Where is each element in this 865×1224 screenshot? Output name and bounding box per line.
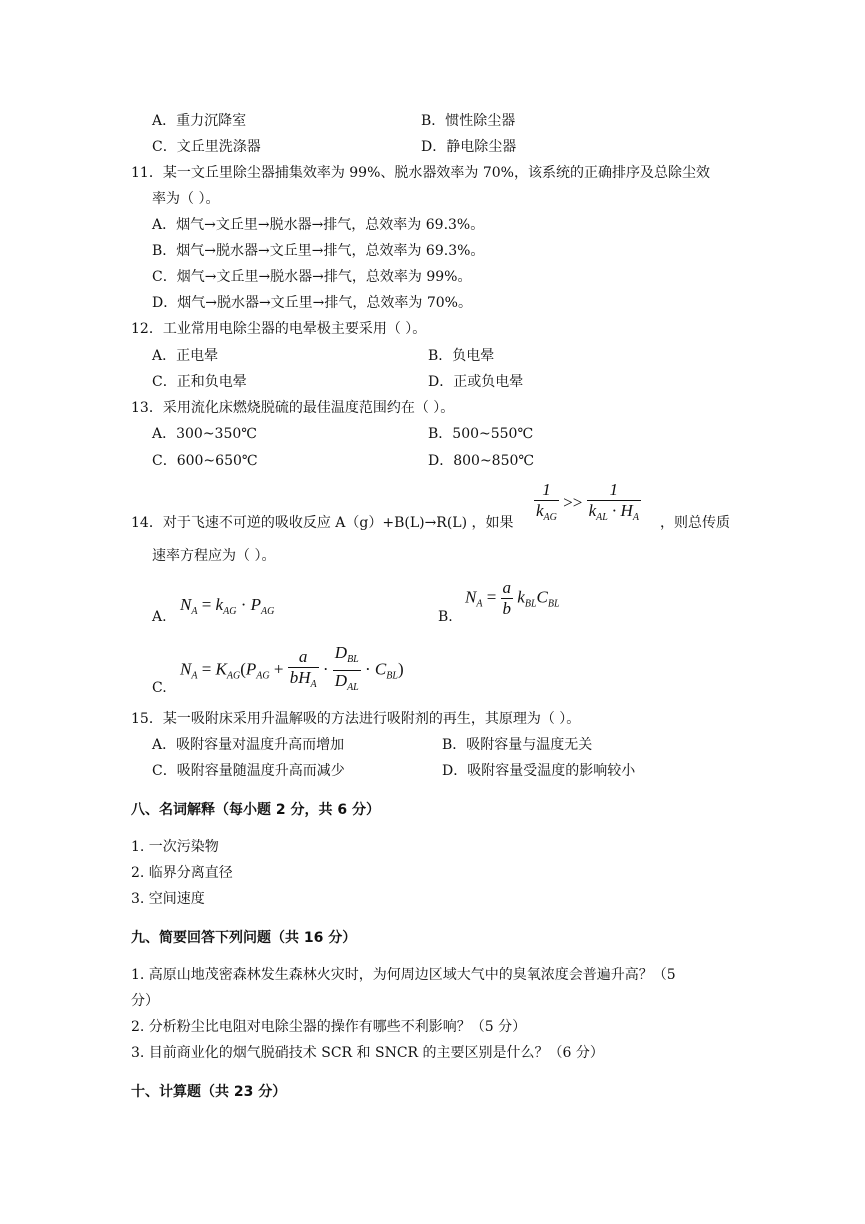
q11-option-d: D．烟气→脱水器→文丘里→排气，总效率为 70%。 (152, 295, 472, 311)
q11-option-a: A．烟气→文丘里→脱水器→排气，总效率为 69.3%。 (152, 217, 485, 233)
section9-q1-line2: 分） (131, 993, 159, 1009)
q14-stem-line1: 14．对于飞速不可逆的吸收反应 A（g）+B(L)→R(L) ，如果 (131, 515, 514, 531)
section9-q1-line1: 1. 高原山地茂密森林发生森林火灾时，为何周边区域大气中的臭氧浓度会普遍升高？（5 (131, 967, 676, 983)
q11-stem-line1: 11．某一文丘里除尘器捕集效率为 99%、脱水器效率为 70%，该系统的正确排序及总除尘效 (131, 165, 710, 181)
q12-option-a: A．正电晕 (152, 348, 219, 364)
q15-option-c: C．吸附容量随温度升高而减少 (152, 763, 345, 779)
q13-option-a: A．300~350℃ (152, 426, 257, 442)
q13-option-b: B．500~550℃ (428, 426, 534, 442)
q15-option-d: D．吸附容量受温度的影响较小 (442, 763, 636, 779)
section9-q3: 3. 目前商业化的烟气脱硝技术 SCR 和 SNCR 的主要区别是什么？（6 分） (131, 1045, 604, 1061)
q13-stem: 13．采用流化床燃烧脱硫的最佳温度范围约在（ ）。 (131, 400, 455, 416)
section10-title: 十、计算题（共 23 分） (131, 1084, 287, 1100)
q12-stem: 12．工业常用电除尘器的电晕极主要采用（ ）。 (131, 321, 427, 337)
q14-option-a-formula: $N_A = k_{AG} \cdot P_{AG}$ (180, 595, 275, 617)
q14-option-b-label: B. (438, 609, 453, 625)
q10-option-a: A．重力沉降室 (152, 113, 247, 129)
section8-item-3: 3. 空间速度 (131, 891, 205, 907)
q11-stem-line2: 率为（ ）。 (152, 191, 220, 207)
q13-option-d: D．800~850℃ (428, 453, 535, 469)
q14-option-a-label: A. (152, 609, 167, 625)
section9-title: 九、简要回答下列问题（共 16 分） (131, 930, 357, 946)
q10-option-b: B．惯性除尘器 (421, 113, 516, 129)
q15-stem: 15．某一吸附床采用升温解吸的方法进行吸附剂的再生，其原理为（ ）。 (131, 711, 581, 727)
section8-item-2: 2. 临界分离直径 (131, 865, 233, 881)
q11-option-c: C．烟气→文丘里→脱水器→排气，总效率为 99%。 (152, 269, 472, 285)
q11-option-b: B．烟气→脱水器→文丘里→排气，总效率为 69.3%。 (152, 243, 485, 259)
q14-option-c-label: C. (152, 680, 167, 696)
q10-option-d: D．静电除尘器 (421, 139, 517, 155)
q14-option-c-formula: $N_A = K_{AG}(P_{AG}$ + $\frac{a}{bH_A}$ · $\frac{D_{BL}}{D_{AL}}$ · $C_{BL}$) (180, 643, 404, 693)
q14-stem-line2: 速率方程应为（ ）。 (152, 548, 276, 564)
section8-title: 八、名词解释（每小题 2 分，共 6 分） (131, 802, 380, 818)
q14-stem-line1-end: ，则总传质 (660, 515, 730, 531)
q10-option-c: C．文丘里洗涤器 (152, 139, 261, 155)
q13-option-c: C．600~650℃ (152, 453, 258, 469)
q14-condition-formula: $\frac{1}{k_{AG}}$ >> $\frac{1}{k_{AL} \cdot H_A}$ (536, 480, 639, 523)
q15-option-a: A．吸附容量对温度升高而增加 (152, 737, 345, 753)
q12-option-d: D．正或负电晕 (428, 374, 524, 390)
section8-item-1: 1. 一次污染物 (131, 839, 219, 855)
section9-q2: 2. 分析粉尘比电阻对电除尘器的操作有哪些不利影响？（5 分） (131, 1019, 527, 1035)
q14-option-b-formula: $N_A$ = $\frac{a}{b}$ $k_{BL}C_{BL}$ (465, 578, 560, 618)
q15-option-b: B．吸附容量与温度无关 (442, 737, 593, 753)
q12-option-b: B．负电晕 (428, 348, 495, 364)
q12-option-c: C．正和负电晕 (152, 374, 247, 390)
